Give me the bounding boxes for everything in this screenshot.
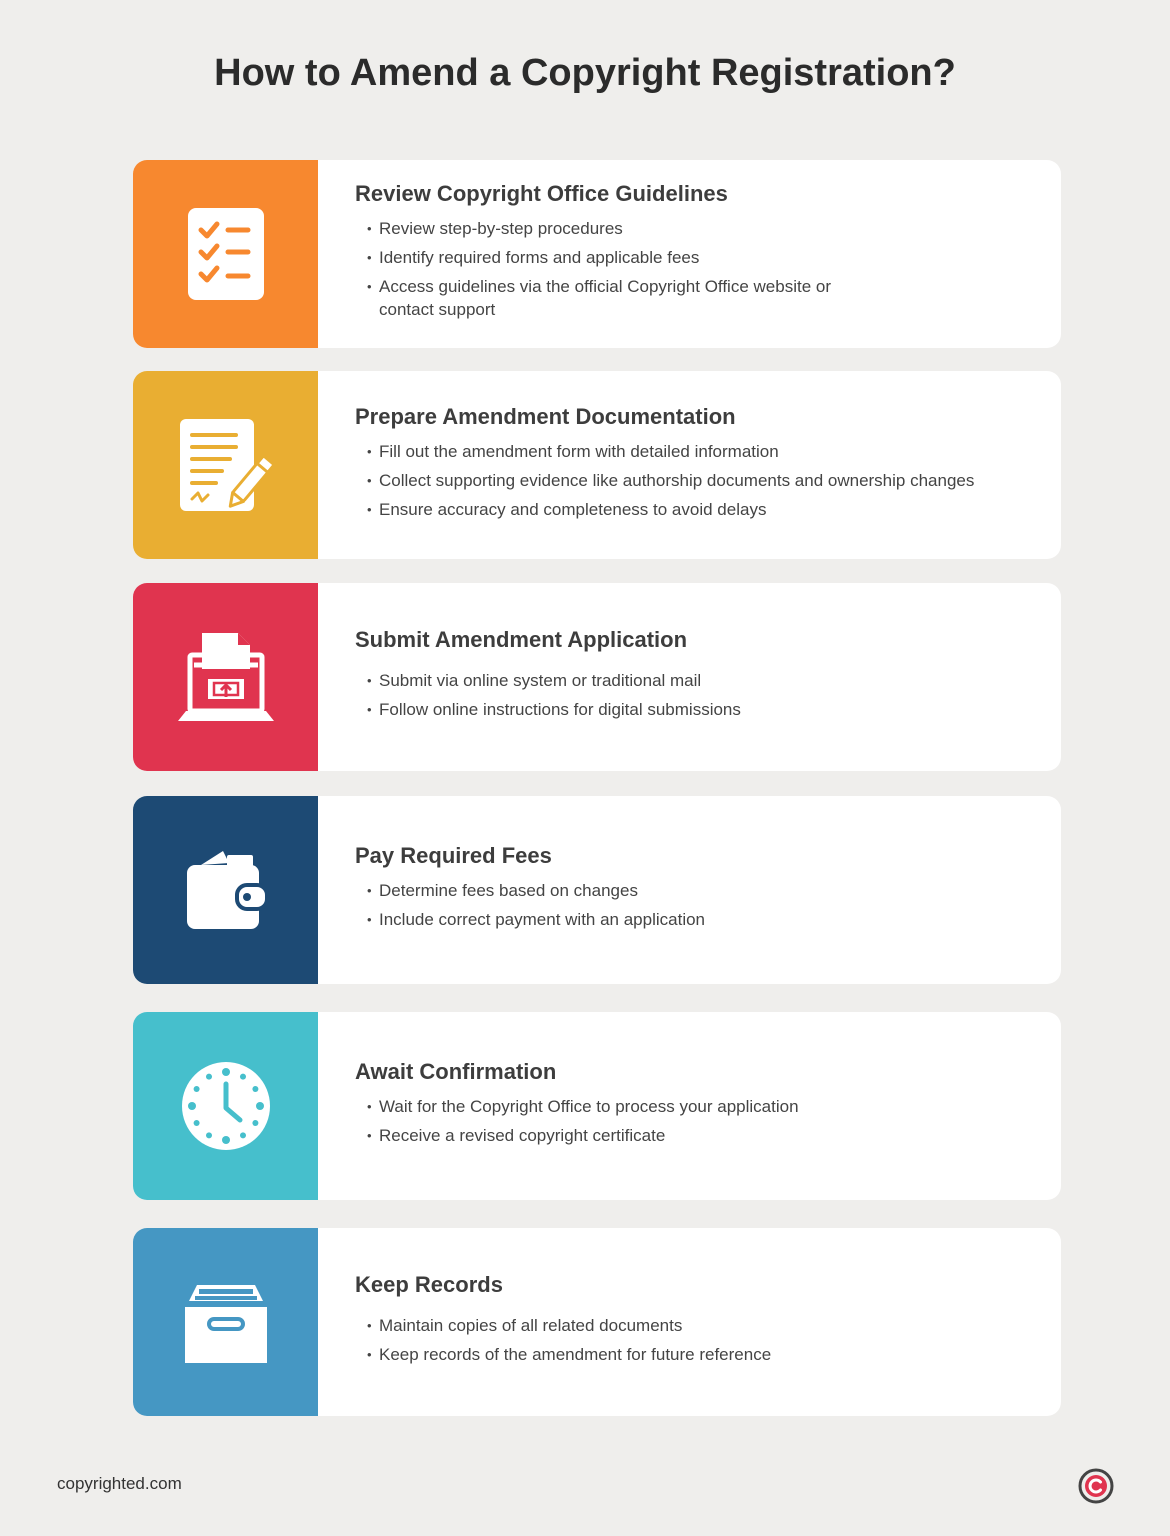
wallet-icon <box>181 845 271 935</box>
step-bullets <box>355 1314 1031 1372</box>
bullet-item: • Wait for the Copyright Office to process your application <box>367 1095 1031 1118</box>
bullet-item: • Identify required forms and applicable fees <box>367 246 1031 269</box>
step-icon-panel <box>133 160 318 348</box>
step-bullets <box>355 440 1031 527</box>
bullet-item: • Fill out the amendment form with detailed information <box>367 440 1031 463</box>
checklist-icon <box>186 206 266 302</box>
step-icon-panel <box>133 371 318 559</box>
laptop-upload-icon <box>176 629 276 725</box>
step-bullets <box>355 217 1031 327</box>
step-title: Submit Amendment Application <box>355 627 688 652</box>
bullet-item: • Maintain copies of all related documents <box>367 1314 1031 1337</box>
bullet-item: • Submit via online system or traditional mail <box>367 669 1031 692</box>
bullet-item: • Collect supporting evidence like authorship documents and ownership changes <box>367 469 1031 492</box>
step-icon-panel <box>133 796 318 984</box>
bullet-item: • Receive a revised copyright certificate <box>367 1124 1031 1147</box>
step-icon-panel <box>133 583 318 771</box>
step-title: Keep Records <box>355 1272 503 1297</box>
step-bullets <box>355 879 1031 937</box>
bullet-item: • Follow online instructions for digital submissions <box>367 698 1031 721</box>
step-bullets <box>355 1095 1031 1153</box>
copyright-logo-icon <box>1078 1468 1114 1509</box>
bullet-item: • Ensure accuracy and completeness to avoid delays <box>367 498 1031 521</box>
bullet-item: • Keep records of the amendment for future reference <box>367 1343 1031 1366</box>
bullet-item: • Determine fees based on changes <box>367 879 1031 902</box>
step-card <box>133 1012 1061 1200</box>
step-title: Await Confirmation <box>355 1059 557 1084</box>
step-icon-panel <box>133 1012 318 1200</box>
step-icon-panel <box>133 1228 318 1416</box>
step-title: Pay Required Fees <box>355 843 552 868</box>
step-card <box>133 583 1061 771</box>
bullet-item: • Review step-by-step procedures <box>367 217 1031 240</box>
footer-site-name: copyrighted.com <box>57 1474 182 1493</box>
step-card <box>133 160 1061 348</box>
step-card <box>133 371 1061 559</box>
step-card <box>133 1228 1061 1416</box>
step-card <box>133 796 1061 984</box>
bullet-item: • Access guidelines via the official Copyright Office website or contact support <box>367 275 879 321</box>
step-bullets <box>355 669 1031 727</box>
clock-icon <box>180 1060 272 1152</box>
document-pen-icon <box>178 417 274 513</box>
page-title: How to Amend a Copyright Registration? <box>214 52 956 94</box>
bullet-item: • Include correct payment with an application <box>367 908 1031 931</box>
file-box-icon <box>181 1277 271 1367</box>
step-title: Review Copyright Office Guidelines <box>355 181 728 206</box>
step-title: Prepare Amendment Documentation <box>355 403 736 429</box>
